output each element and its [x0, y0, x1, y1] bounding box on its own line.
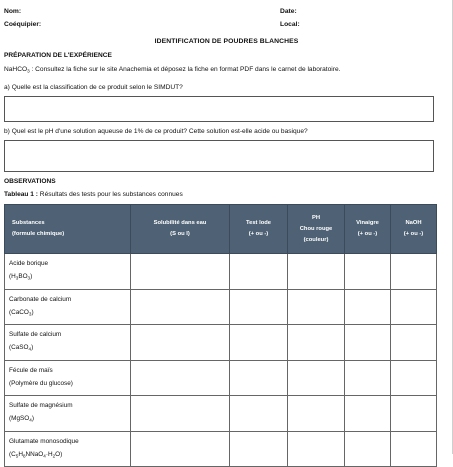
naoh-cell[interactable]	[391, 396, 437, 432]
iodine-cell[interactable]	[230, 360, 288, 396]
question-a: a) Quelle est la classification de ce produit selon le SIMDUT?	[4, 84, 183, 91]
nahco3-subscript: 3	[27, 68, 30, 74]
col-naoh: NaOH (+ ou -)	[391, 205, 437, 254]
table-row	[5, 431, 437, 467]
solubility-cell[interactable]	[131, 289, 230, 325]
date-label: Date:	[280, 8, 297, 15]
substance-formula: (MgSO$_4$)	[9, 415, 34, 423]
substance-cell	[5, 289, 131, 325]
results-table	[4, 204, 437, 467]
col-substances: Substances (formule chimique)	[5, 205, 131, 254]
document-title: IDENTIFICATION DE POUDRES BLANCHES	[154, 38, 299, 45]
iodine-cell[interactable]	[230, 254, 288, 290]
question-b: b) Quel est le pH d'une solution aqueuse de 1% de ce produit? Cette solution est-elle acide ou basique?	[4, 128, 308, 135]
instruction-text: : Consultez la fiche sur le site Anachemia et déposez la fiche en format PDF dans le carnet de laboratoire.	[29, 66, 341, 73]
table-row	[5, 396, 437, 432]
teammate-label: Coéquipier:	[4, 21, 42, 28]
table-row	[5, 289, 437, 325]
vinegar-cell[interactable]	[345, 431, 391, 467]
table-caption-number: Tableau 1 :	[4, 191, 38, 198]
solubility-cell[interactable]	[131, 254, 230, 290]
iodine-cell[interactable]	[230, 431, 288, 467]
iodine-cell[interactable]	[230, 396, 288, 432]
vinegar-cell[interactable]	[345, 289, 391, 325]
preparation-heading: PRÉPARATION DE L'EXPÉRIENCE	[4, 52, 112, 59]
naoh-cell[interactable]	[391, 325, 437, 361]
col-vinegar: Vinaigre (+ ou -)	[345, 205, 391, 254]
substance-formula: (CaCO$_3$)	[9, 308, 34, 316]
substance-name: Glutamate monosodique	[9, 437, 79, 445]
solubility-cell[interactable]	[131, 360, 230, 396]
substance-name: Sulfate de calcium	[9, 331, 62, 338]
col-solubility: Solubilité dans eau (S ou I)	[131, 205, 230, 254]
solubility-cell[interactable]	[131, 396, 230, 432]
substance-formula: $(C_5H_8NNaO_4\cdot H_2O)$	[9, 450, 63, 458]
table-caption-text: Résultats des tests pour les substances connues	[37, 191, 183, 198]
answer-b-field[interactable]	[4, 140, 434, 172]
nahco3-formula: NaHCO	[4, 66, 28, 73]
name-label: Nom:	[4, 8, 22, 15]
room-label: Local:	[280, 21, 300, 28]
naoh-cell[interactable]	[391, 254, 437, 290]
iodine-cell[interactable]	[230, 289, 288, 325]
table-caption	[4, 191, 183, 198]
vinegar-cell[interactable]	[345, 325, 391, 361]
table-row	[5, 360, 437, 396]
answer-a-field[interactable]	[4, 96, 434, 122]
ph-cell[interactable]	[288, 254, 345, 290]
table-row	[5, 325, 437, 361]
ph-cell[interactable]	[288, 360, 345, 396]
substance-cell	[5, 325, 131, 361]
naoh-cell[interactable]	[391, 289, 437, 325]
substance-cell	[5, 254, 131, 290]
substance-formula: (CaSO$_4$)	[9, 344, 34, 352]
col-ph-red-cabbage: PH Chou rouge (couleur)	[288, 205, 345, 254]
vinegar-cell[interactable]	[345, 360, 391, 396]
naoh-cell[interactable]	[391, 431, 437, 467]
substance-cell	[5, 360, 131, 396]
vinegar-cell[interactable]	[345, 254, 391, 290]
ph-cell[interactable]	[288, 431, 345, 467]
substance-name: Fécule de maïs	[9, 366, 53, 374]
observations-heading: OBSERVATIONS	[4, 178, 56, 185]
substance-formula: (Polymère du glucose)	[9, 379, 73, 387]
substance-cell	[5, 396, 131, 432]
substance-name: Sulfate de magnésium	[9, 402, 73, 409]
naoh-cell[interactable]	[391, 360, 437, 396]
solubility-cell[interactable]	[131, 431, 230, 467]
iodine-cell[interactable]	[230, 325, 288, 361]
substance-cell	[5, 431, 131, 467]
substance-name: Acide borique	[9, 260, 49, 267]
solubility-cell[interactable]	[131, 325, 230, 361]
substance-name: Carbonate de calcium	[9, 295, 72, 303]
preparation-instruction	[4, 66, 340, 74]
table-header-row	[5, 205, 437, 254]
ph-cell[interactable]	[288, 396, 345, 432]
ph-cell[interactable]	[288, 325, 345, 361]
col-iodine-test: Test Iode (+ ou -)	[230, 205, 288, 254]
ph-cell[interactable]	[288, 289, 345, 325]
table-row	[5, 254, 437, 290]
vinegar-cell[interactable]	[345, 396, 391, 432]
substance-formula: $(H_3BO_3)$	[9, 273, 33, 281]
